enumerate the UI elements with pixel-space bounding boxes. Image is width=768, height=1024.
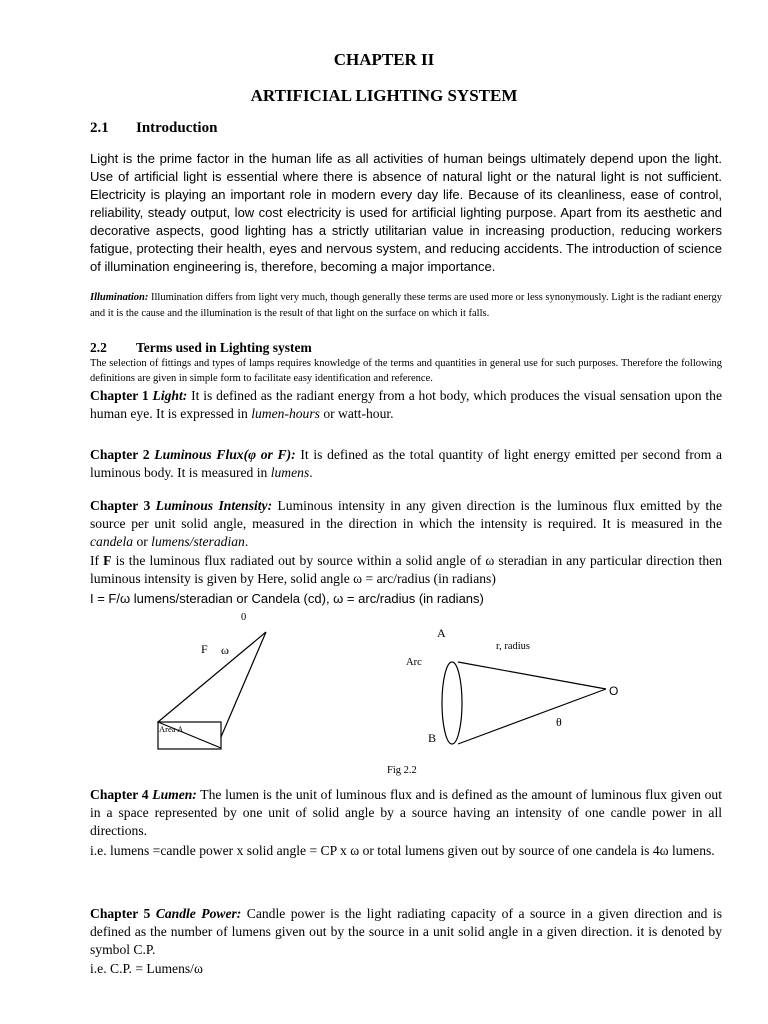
definition-term: Luminous Intensity: <box>155 498 273 513</box>
cone-upper-edge <box>458 662 606 689</box>
definition-emphasis: candela <box>90 534 134 549</box>
introduction-paragraph: Light is the prime factor in the human life as all activities of human beings ultimately depend upon the light. Use of artificial light is essential where there is absence of natural light or the natural light is not sufficient. Electricity is playing an important role in modern every day life. Because of its cleanliness, ease of control, reliability, steady output, low cost electricity is used for artificial lighting purpose. Apart from its aesthetic and decorative aspects, good lighting has a strictly utilitarian value in increasing production, reducing workers fatigue, protecting their health, eyes and nervous system, and reducing accidents. The introduction of science of illumination engineering is, therefore, becoming a major importance. <box>90 151 722 274</box>
definition-prefix: Chapter 3 <box>90 498 151 513</box>
figure-caption: Fig 2.2 <box>387 765 417 776</box>
terms-intro: The selection of fittings and types of lamps requires knowledge of the terms and quantities in general use for such purposes. Therefore the following definitions are given in simple form to facilitate easy identification and reference. <box>90 358 722 384</box>
definition-prefix: Chapter 1 <box>90 388 149 403</box>
definition-term: Light: <box>152 388 188 403</box>
definition-text: It is defined as the radiant energy from a hot body, which produces the visual sensation upon the human eye. It is expressed in <box>90 388 722 421</box>
definition-emphasis: lumens/steradian <box>151 534 245 549</box>
definition-lumen <box>90 786 722 840</box>
figure-label-arc: Arc <box>406 657 422 668</box>
definition-emphasis: lumens <box>270 465 310 480</box>
figure-label-f: F <box>201 642 208 656</box>
chapter-heading: CHAPTER II <box>333 50 435 69</box>
luminous-intensity-formula: I = F/ω lumens/steradian or Candela (cd), ω = arc/radius (in radians) <box>90 591 484 606</box>
figure-label-theta: θ <box>556 715 562 729</box>
section-title: Terms used in Lighting system <box>136 340 312 355</box>
definition-prefix: Chapter 2 <box>90 447 150 462</box>
figure-label-b: B <box>428 731 437 745</box>
definition-text: It is defined as the total quantity of light energy emitted per second from a luminous body. It is measured in <box>90 447 722 480</box>
definition-text: . <box>309 465 313 480</box>
definition-term: Candle Power: <box>155 906 242 921</box>
definition-text: The lumen is the unit of luminous flux and is defined as the amount of luminous flux given out in a space represented by one unit of solid angle by a source having an intensity of one candle power in all directions. <box>90 787 722 838</box>
explanation-text: If <box>90 553 104 568</box>
figure-label-a: A <box>437 626 446 640</box>
candle-power-formula: i.e. C.P. = Lumens/ω <box>90 961 203 976</box>
illumination-text: Illumination differs from light very much, though generally these terms are used more or less synonymously. Light is the radiant energy and it is the cause and the illumination is the result of that light on the surface on which it falls. <box>90 292 722 319</box>
explanation-text: is the luminous flux radiated out by source within a solid angle of ω steradian in any particular direction then luminous intensity is given by Here, solid angle ω = arc/radius (in radians) <box>90 553 722 586</box>
definition-prefix: Chapter 5 <box>90 906 151 921</box>
section-number: 2.2 <box>90 340 107 355</box>
definition-text: or <box>133 534 152 549</box>
section-title: Introduction <box>136 120 218 136</box>
document-title: ARTIFICIAL LIGHTING SYSTEM <box>250 86 518 105</box>
definition-prefix: Chapter 4 <box>90 787 149 802</box>
cone-lower-edge <box>458 689 606 744</box>
definition-term: Luminous Flux(φ or F): <box>154 447 296 462</box>
flux-symbol: F <box>103 553 112 568</box>
figure-label-top: 0 <box>241 612 247 623</box>
definition-text: . <box>244 534 249 549</box>
figure-label-radius: r, radius <box>496 641 530 652</box>
figure-label-omega: ω <box>221 643 229 657</box>
cone-arc-ellipse <box>442 662 462 744</box>
definition-text: Luminous intensity in any given direction is the luminous flux emitted by the source per unit solid angle, measured in the direction in which the intensity is required. It is measured in the <box>90 498 722 531</box>
definition-candle-power <box>90 905 722 959</box>
figure-label-area: Area A <box>159 724 184 734</box>
figure-label-o: O <box>609 684 619 698</box>
definition-term: Lumen: <box>152 787 197 802</box>
definition-emphasis: lumen-hours <box>251 406 320 421</box>
section-number: 2.1 <box>90 120 109 136</box>
lumen-formula: i.e. lumens =candle power x solid angle = CP x ω or total lumens given out by source of one candela is 4ω lumens. <box>90 843 715 858</box>
definition-text: or watt-hour. <box>319 406 394 421</box>
illumination-term: Illumination: <box>90 292 149 303</box>
definition-text: Candle power is the light radiating capacity of a source in a given direction and is defined as the number of lumens given out by the source in a unit solid angle in a given direction. it is denoted by symbol C.P. <box>90 906 722 957</box>
